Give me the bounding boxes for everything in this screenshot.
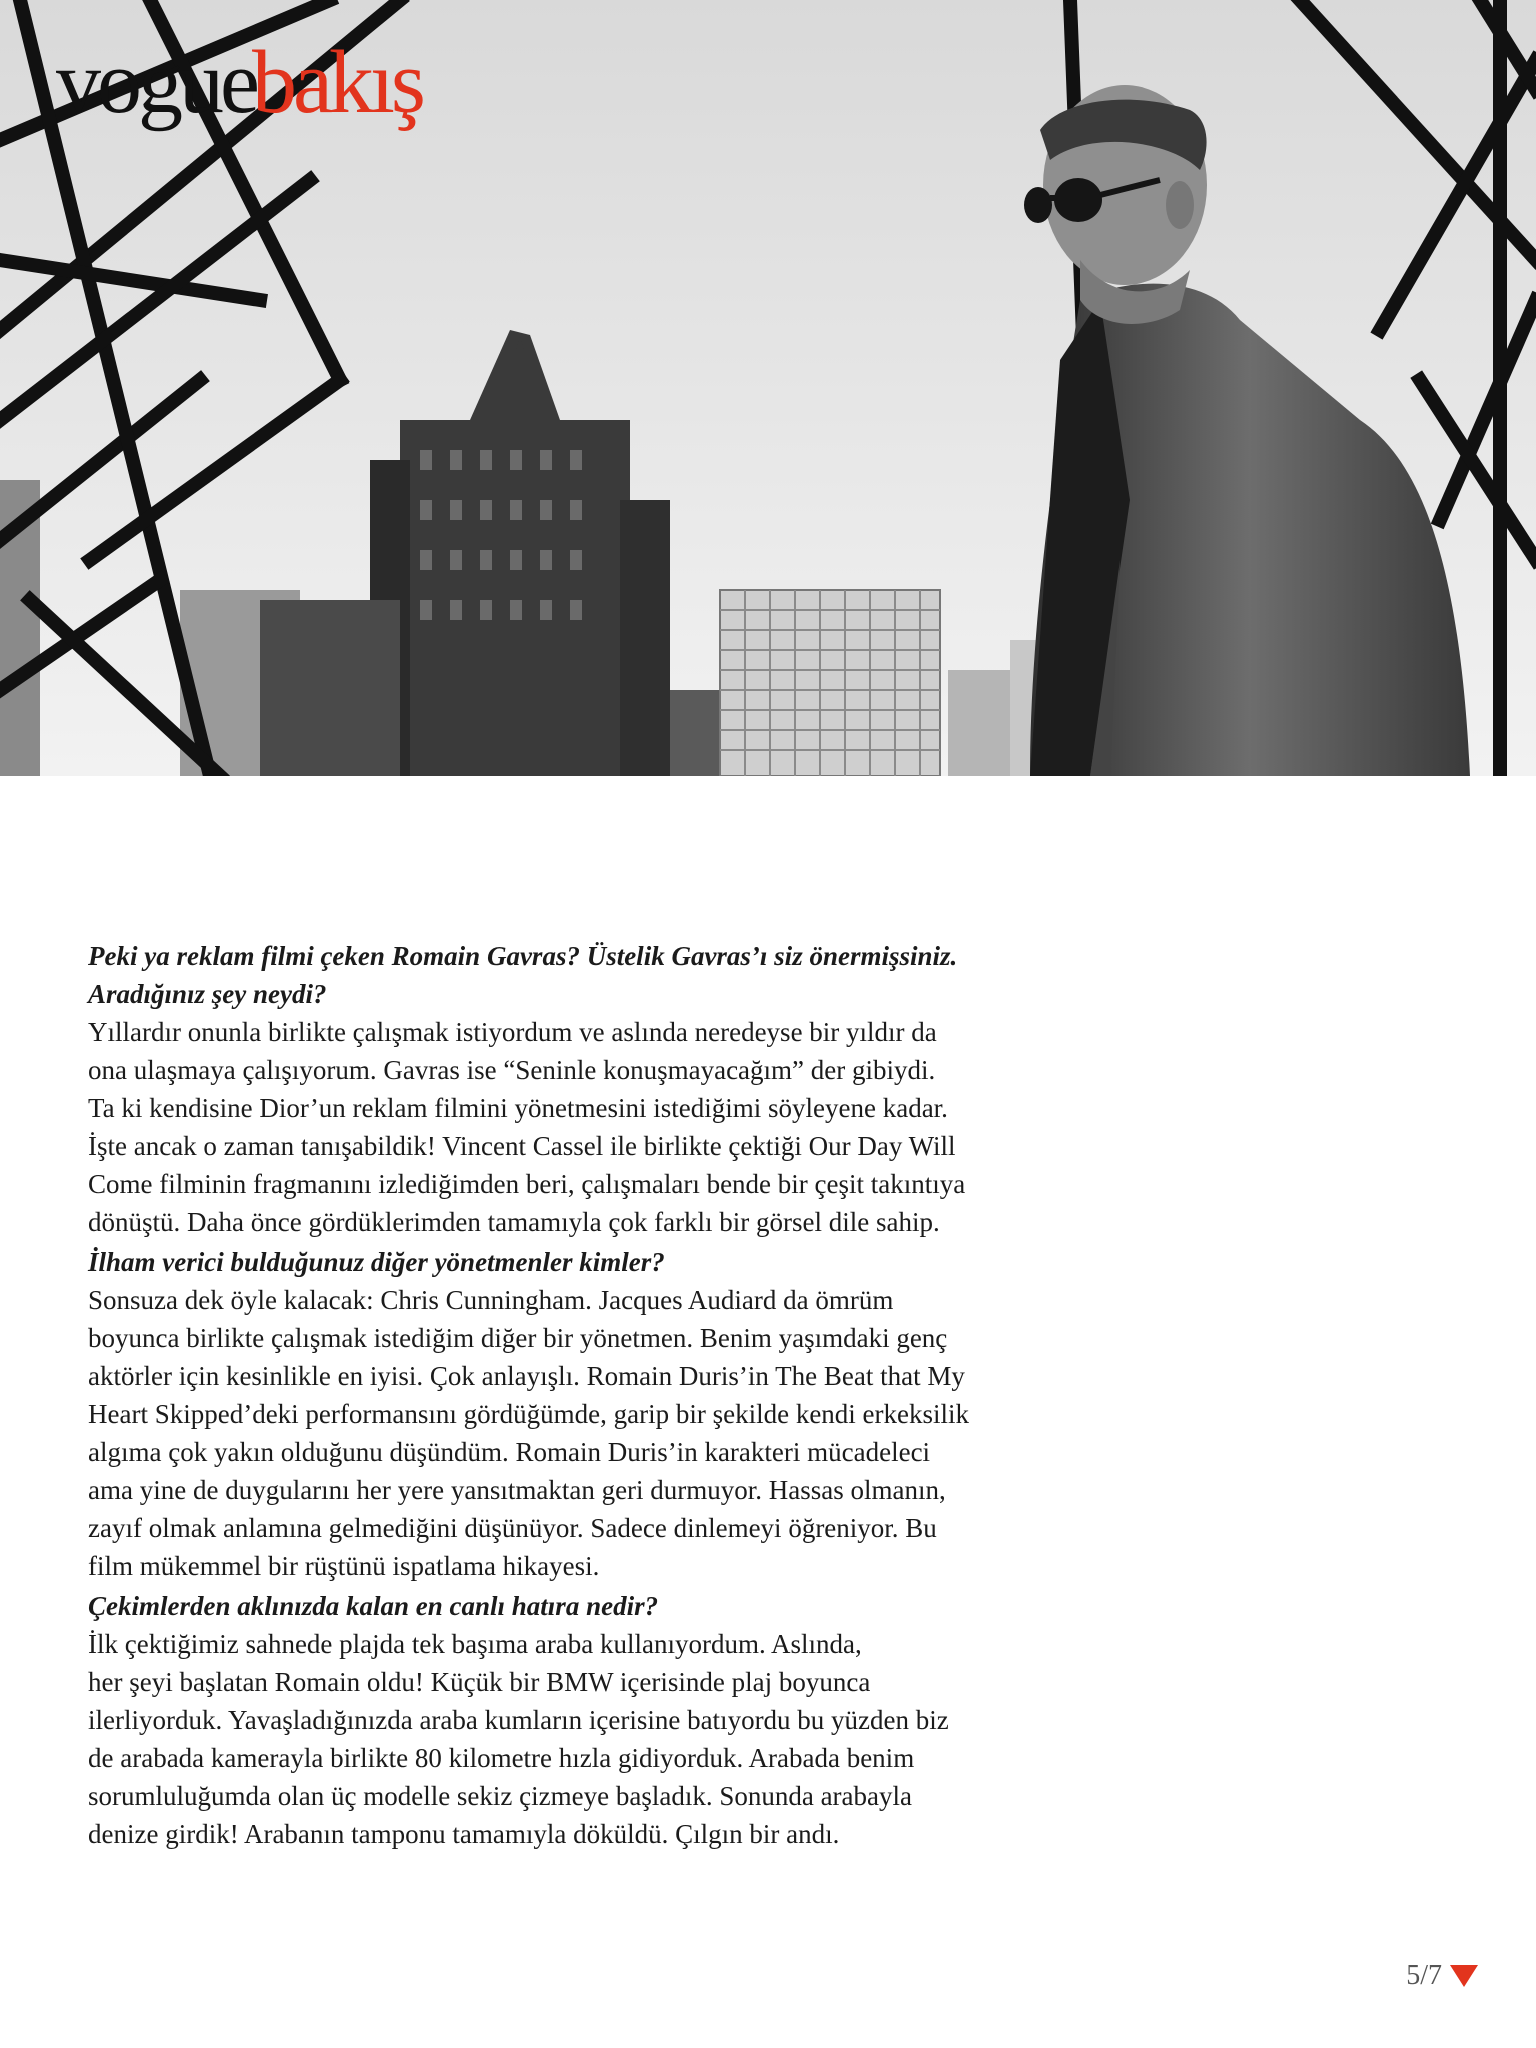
brand-wordmark: vogue [56,33,256,132]
interview-question: Peki ya reklam filmi çeken Romain Gavras? Üstelik Gavras’ı siz önermişsiniz. Aradığınız şey neydi? [88,941,958,1009]
page-number: 5/7 [1406,1960,1442,1991]
interview-answer: Sonsuza dek öyle kalacak: Chris Cunningham. Jacques Audiard da ömrüm boyunca birlikte çalışmak istediğim diğer bir yönetmen. Benim yaşımdaki genç aktörler için kesinlikle en iyisi. Çok anlayışlı. Romain Duris’in The Beat that My Heart Skipped’deki performansını gördüğümde, garip bir şekilde kendi erkeksilik algıma çok yakın olduğunu düşündüm. Romain Duris’in karakteri mücadeleci ama yine de duygularını her yere yansıtmaktan geri durmuyor. Hassas olmanın, zayıf olmak anlamına gelmediğini düşünüyor. Sadece dinlemeyi öğreniyor. Bu film mükemmel bir rüştünü ispatlama hikayesi. [88,1285,970,1581]
office-building [720,590,940,776]
qa-block [88,1243,1228,1585]
qa-block [88,937,1228,1241]
page-indicator[interactable] [1406,1960,1478,1992]
interview-answer: İlk çektiğimiz sahnede plajda tek başıma araba kullanıyordum. Aslında, her şeyi başlatan Romain oldu! Küçük bir BMW içerisinde plaj boyunca ilerliyorduk. Yavaşladığınızda araba kumların içerisine batıyordu bu yüzden biz de arabada kamerayla birlikte 80 kilometre hızla gidiyorduk. Arabada benim sorumluluğumda olan üç modelle sekiz çizmeye başladık. Sonunda arabayla denize girdik! Arabanın tamponu tamamıyla döküldü. Çılgın bir andı. [88,1629,949,1849]
qa-block [88,1587,1228,1853]
interview-question: İlham verici bulduğunuz diğer yönetmenler kimler? [88,1247,665,1277]
triangle-down-icon[interactable] [1450,1965,1478,1987]
interview-article [88,937,1228,1855]
interview-answer: Yıllardır onunla birlikte çalışmak istiyordum ve aslında neredeyse bir yıldır da ona ulaşmaya çalışıyorum. Gavras ise “Seninle konuşmayacağım” der gibiydi. Ta ki kendisine Dior’un reklam filmini yönetmesini istediğimi söyleyene kadar. İşte ancak o zaman tanışabildik! Vincent Cassel ile birlikte çektiği Our Day Will Come filminin fragmanını izlediğimden beri, çalışmaları bende bir çeşit takıntıya dönüştü. Daha önce gördüklerimden tamamıyla çok farklı bir görsel dile sahip. [88,1017,966,1237]
section-wordmark: bakış [251,33,422,132]
interview-question: Çekimlerden aklınızda kalan en canlı hatıra nedir? [88,1591,659,1621]
masthead-logo [56,33,422,132]
